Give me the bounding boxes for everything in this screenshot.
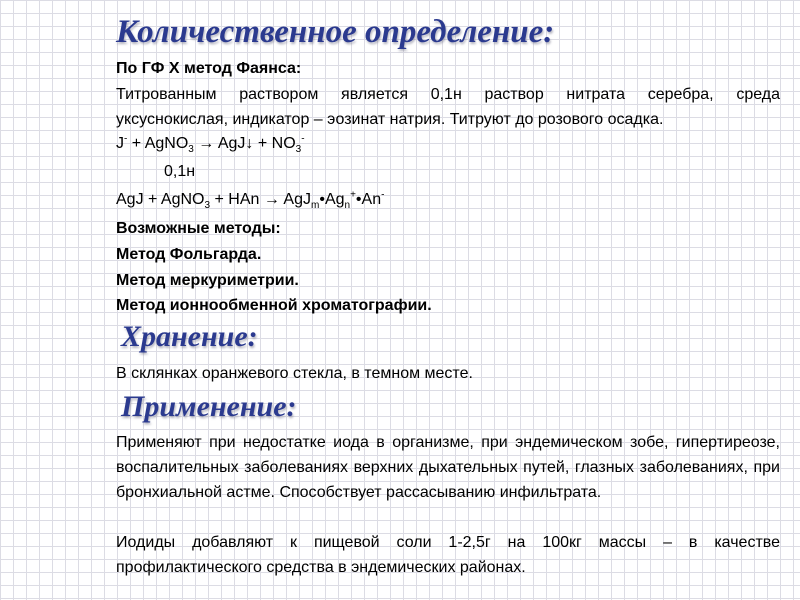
normality: 0,1н [164, 163, 196, 180]
r2-part3: •Ag [319, 191, 345, 208]
method-item: Метод меркуриметрии. [116, 272, 299, 289]
reaction-2 [116, 187, 780, 212]
reaction-1 [116, 131, 780, 156]
method-item: Метод Фольгарда. [116, 246, 262, 263]
r2-part2: + HAn → AgJ [210, 191, 311, 208]
r2-sub-m: m [311, 200, 320, 212]
method-title: По ГФ Х метод Фаянса: [116, 60, 302, 77]
r1-part: + AgNO [127, 135, 189, 152]
r2-sub-n: n [344, 200, 351, 212]
heading-storage: Хранение: [121, 320, 258, 353]
r1-arrow-part: → AgJ↓ + NO [193, 135, 296, 152]
r2-part4: •An [355, 191, 382, 208]
r2-part1: AgJ + AgNO [116, 191, 205, 208]
usage-paragraph-2: Иодиды добавляют к пищевой соли 1-2,5г на 100кг массы – в качестве профилактического средства в эндемических районах. [116, 534, 780, 576]
methods-title: Возможные методы: [116, 220, 281, 237]
r2-sup-minus: - [381, 189, 385, 201]
titrant-line-2: уксуснокислая, индикатор – эозинат натрия. Титруют до розового осадка. [116, 111, 664, 128]
r1-no-sub: 3 [295, 144, 302, 156]
heading-usage: Применение: [121, 390, 297, 423]
r1-iodide: J [116, 135, 124, 152]
storage-text: В склянках оранжевого стекла, в темном месте. [116, 365, 473, 382]
heading-quantitative: Количественное определение: [116, 14, 555, 50]
r1-no-charge: - [301, 133, 305, 145]
r2-sup-plus: + [350, 189, 356, 201]
titrant-line-1: Титрованным раствором является 0,1н раствор нитрата серебра, среда [116, 86, 780, 103]
r1-iodide-charge: - [124, 133, 128, 145]
method-item: Метод ионнообменной хроматографии. [116, 297, 432, 314]
usage-paragraph-1: Применяют при недостатке иода в организме, при эндемическом зобе, гипертиреозе, воспалительных заболеваниях верхних дыхательных путей, глазных заболеваниях, при бронхиальной астме. Способствует рассасыванию инфильтрата. [116, 434, 780, 501]
r2-sub3: 3 [204, 200, 211, 212]
normality-label [116, 159, 780, 184]
r1-sub3: 3 [188, 144, 194, 156]
